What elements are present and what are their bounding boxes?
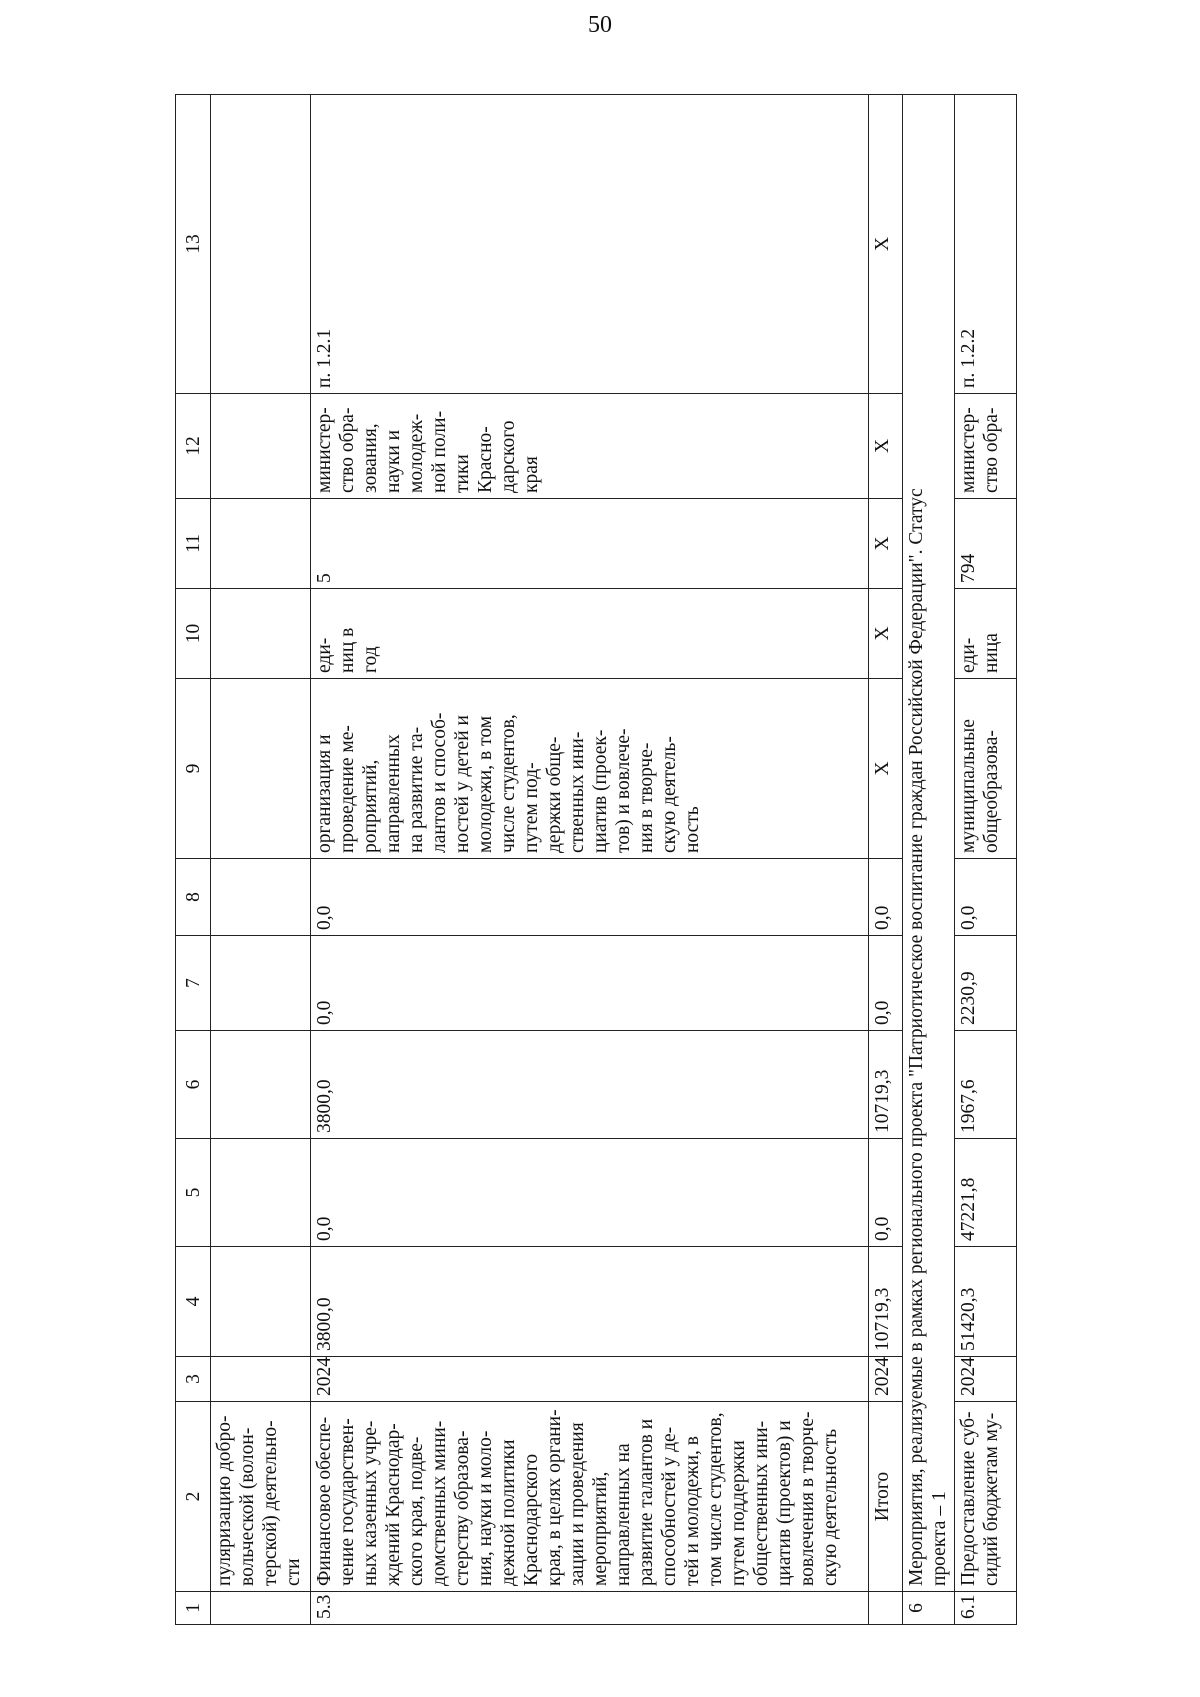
cell-year: 2024 (869, 1357, 903, 1402)
cell (211, 1247, 311, 1357)
header-cell: 5 (176, 1139, 211, 1247)
cell (869, 1592, 903, 1625)
cell-unit: еди- ниц в год (311, 589, 869, 679)
cell-executor: министер- ство обра- зования, науки и молодеж- ной поли- тики Красно- дарского края (311, 394, 869, 499)
cell-value: 2230,9 (955, 936, 1017, 1031)
header-cell: 4 (176, 1247, 211, 1357)
cell (211, 859, 311, 936)
header-cell: 2 (176, 1402, 211, 1592)
cell-value: 0,0 (311, 859, 869, 936)
header-cell: 6 (176, 1031, 211, 1139)
table-row-6-1 (955, 95, 1017, 1625)
page-number: 50 (588, 12, 612, 38)
cell-num: 5.3 (311, 1592, 869, 1625)
header-cell: 9 (176, 679, 211, 859)
header-cell: 8 (176, 859, 211, 936)
cell-section-title: Мероприятия, реализуемые в рамках регионального проекта "Патриотическое воспитание граждан Российской Федерации". Статус проекта – 1 (903, 95, 955, 1592)
cell-executor: министер- ство обра- (955, 394, 1017, 499)
table-row-continuation (211, 95, 311, 1625)
cell (211, 1031, 311, 1139)
cell (211, 1139, 311, 1247)
header-cell: 10 (176, 589, 211, 679)
cell-x: X (869, 499, 903, 589)
cell-value: 0,0 (869, 936, 903, 1031)
cell (211, 394, 311, 499)
cell-unit: еди- ница (955, 589, 1017, 679)
cell-total-label: Итого (869, 1402, 903, 1592)
cell (211, 499, 311, 589)
cell-x: X (869, 679, 903, 859)
header-cell: 7 (176, 936, 211, 1031)
table-row-5-3 (311, 95, 869, 1625)
cell-x: X (869, 394, 903, 499)
rotated-table-container (175, 95, 1055, 1625)
cell-num: 6.1 (955, 1592, 1017, 1625)
cell-value: 0,0 (311, 1139, 869, 1247)
cell-name: Предоставление суб- сидий бюджетам му- (955, 1402, 1017, 1592)
cell-value: 0,0 (955, 859, 1017, 936)
cell-value: 3800,0 (311, 1247, 869, 1357)
cell (211, 1357, 311, 1402)
measures-table (175, 94, 1017, 1625)
header-row (176, 95, 211, 1625)
cell-value: 10719,3 (869, 1031, 903, 1139)
table-row-section-6 (903, 95, 955, 1625)
cell-value: 0,0 (869, 1139, 903, 1247)
header-cell: 11 (176, 499, 211, 589)
cell-value: 47221,8 (955, 1139, 1017, 1247)
cell (211, 589, 311, 679)
cell-name: пуляризацию добро- вольческой (волон- терской) деятельно- сти (211, 1402, 311, 1592)
header-cell: 12 (176, 394, 211, 499)
cell-year: 2024 (311, 1357, 869, 1402)
cell-ref: п. 1.2.2 (955, 95, 1017, 394)
cell-x: X (869, 589, 903, 679)
cell-year: 2024 (955, 1357, 1017, 1402)
cell (211, 95, 311, 394)
cell (211, 936, 311, 1031)
cell-indicator: 5 (311, 499, 869, 589)
header-cell: 3 (176, 1357, 211, 1402)
cell-name: Финансовое обеспе- чение государствен- ных казенных учре- ждений Краснодар- ского края, подве- домственных мини- стерству образова- ния, науки и моло- дежной политики Краснодарского края, в целях органи- зации и проведения мероприятий, направленных на развитие талантов и способностей у де- тей и молодежи, в том числе студентов, путем поддержки общественных ини- циатив (проектов) и вовлечения в творче- скую деятельность (311, 1402, 869, 1592)
cell-value: 1967,6 (955, 1031, 1017, 1139)
cell-value: 3800,0 (311, 1031, 869, 1139)
cell-value: 0,0 (869, 859, 903, 936)
cell-result: муниципальные общеобразова- (955, 679, 1017, 859)
cell-value: 10719,3 (869, 1247, 903, 1357)
cell-num: 6 (903, 1592, 955, 1625)
cell-indicator: 794 (955, 499, 1017, 589)
cell-ref: п. 1.2.1 (311, 95, 869, 394)
cell-x: X (869, 95, 903, 394)
cell-result: организация и проведение ме- роприятий, направленных на развитие та- лантов и способ- ностей у детей и молодежи, в том числе студентов, путем под- держки обще- ственных ини- циатив (проек- тов) и вовлече- ния в творче- скую деятель- ность (311, 679, 869, 859)
cell-value: 51420,3 (955, 1247, 1017, 1357)
header-cell: 13 (176, 95, 211, 394)
table-row-total (869, 95, 903, 1625)
cell (211, 1592, 311, 1625)
cell-value: 0,0 (311, 936, 869, 1031)
header-cell: 1 (176, 1592, 211, 1625)
cell (211, 679, 311, 859)
